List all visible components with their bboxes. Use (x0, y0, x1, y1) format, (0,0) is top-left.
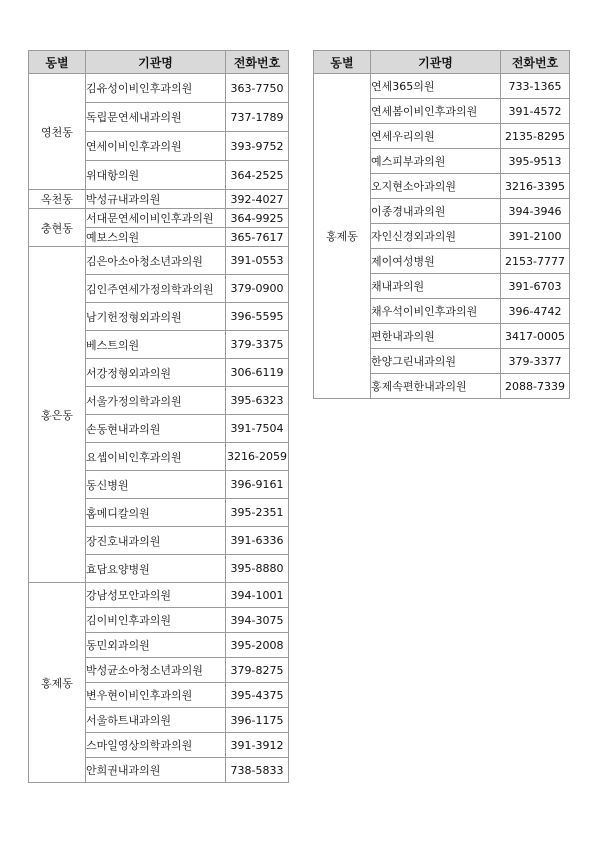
phone-number: 2153-7777 (501, 249, 570, 274)
phone-number: 393-9752 (226, 132, 289, 161)
institution-name: 손동현내과의원 (86, 415, 226, 443)
dong-cell: 홍제동 (29, 583, 86, 783)
institution-name: 김이비인후과의원 (86, 608, 226, 633)
institution-name: 요셉이비인후과의원 (86, 443, 226, 471)
phone-number: 394-3946 (501, 199, 570, 224)
institution-name: 장진호내과의원 (86, 527, 226, 555)
dong-cell: 홍은동 (29, 247, 86, 583)
directory-table-right (313, 50, 570, 399)
phone-number: 395-2351 (226, 499, 289, 527)
phone-number: 379-3375 (226, 331, 289, 359)
institution-name: 서울하트내과의원 (86, 708, 226, 733)
phone-number: 3417-0005 (501, 324, 570, 349)
phone-number: 391-4572 (501, 99, 570, 124)
institution-name: 자인신경외과의원 (371, 224, 501, 249)
phone-number: 395-2008 (226, 633, 289, 658)
header-row (314, 51, 570, 74)
institution-name: 예스피부과의원 (371, 149, 501, 174)
institution-name: 연세365의원 (371, 74, 501, 99)
table-row (29, 190, 289, 209)
phone-number: 391-0553 (226, 247, 289, 275)
phone-number: 364-2525 (226, 161, 289, 190)
phone-number: 395-4375 (226, 683, 289, 708)
phone-number: 379-3377 (501, 349, 570, 374)
institution-name: 박성균소아청소년과의원 (86, 658, 226, 683)
phone-number: 737-1789 (226, 103, 289, 132)
institution-name: 서강정형외과의원 (86, 359, 226, 387)
phone-number: 396-1175 (226, 708, 289, 733)
header-row (29, 51, 289, 74)
institution-name: 한양그린내과의원 (371, 349, 501, 374)
phone-number: 363-7750 (226, 74, 289, 103)
institution-name: 이종경내과의원 (371, 199, 501, 224)
institution-name: 연세이비인후과의원 (86, 132, 226, 161)
table-row (29, 247, 289, 275)
institution-name: 안희권내과의원 (86, 758, 226, 783)
table-row (314, 74, 570, 99)
table-row (29, 583, 289, 608)
phone-number: 395-8880 (226, 555, 289, 583)
institution-name: 독립문연세내과의원 (86, 103, 226, 132)
phone-number: 392-4027 (226, 190, 289, 209)
institution-name: 동민외과의원 (86, 633, 226, 658)
dong-cell: 홍제동 (314, 74, 371, 399)
phone-number: 391-6336 (226, 527, 289, 555)
header-phone: 전화번호 (501, 51, 570, 74)
dong-cell: 충현동 (29, 209, 86, 247)
phone-number: 738-5833 (226, 758, 289, 783)
institution-name: 강남성모안과의원 (86, 583, 226, 608)
phone-number: 391-3912 (226, 733, 289, 758)
phone-number: 391-6703 (501, 274, 570, 299)
header-phone: 전화번호 (226, 51, 289, 74)
institution-name: 효담요양병원 (86, 555, 226, 583)
phone-number: 733-1365 (501, 74, 570, 99)
table-row (29, 74, 289, 103)
phone-number: 3216-2059 (226, 443, 289, 471)
phone-number: 364-9925 (226, 209, 289, 228)
institution-name: 제이여성병원 (371, 249, 501, 274)
phone-number: 396-9161 (226, 471, 289, 499)
phone-number: 2135-8295 (501, 124, 570, 149)
institution-name: 채우석이비인후과의원 (371, 299, 501, 324)
institution-name: 연세봄이비인후과의원 (371, 99, 501, 124)
phone-number: 306-6119 (226, 359, 289, 387)
institution-name: 변우현이비인후과의원 (86, 683, 226, 708)
dong-cell: 옥천동 (29, 190, 86, 209)
directory-table-left (28, 50, 289, 783)
phone-number: 395-9513 (501, 149, 570, 174)
institution-name: 김유성이비인후과의원 (86, 74, 226, 103)
institution-name: 서대문연세이비인후과의원 (86, 209, 226, 228)
phone-number: 395-6323 (226, 387, 289, 415)
phone-number: 379-0900 (226, 275, 289, 303)
phone-number: 391-7504 (226, 415, 289, 443)
header-institution: 기관명 (371, 51, 501, 74)
institution-name: 남기헌정형외과의원 (86, 303, 226, 331)
phone-number: 394-3075 (226, 608, 289, 633)
institution-name: 채내과의원 (371, 274, 501, 299)
institution-name: 예보스의원 (86, 228, 226, 247)
institution-name: 홍제속편한내과의원 (371, 374, 501, 399)
institution-name: 서울가정의학과의원 (86, 387, 226, 415)
institution-name: 편한내과의원 (371, 324, 501, 349)
phone-number: 391-2100 (501, 224, 570, 249)
institution-name: 홈메디칼의원 (86, 499, 226, 527)
header-dong: 동별 (29, 51, 86, 74)
institution-name: 동신병원 (86, 471, 226, 499)
institution-name: 위대항의원 (86, 161, 226, 190)
phone-number: 2088-7339 (501, 374, 570, 399)
institution-name: 김은아소아청소년과의원 (86, 247, 226, 275)
header-institution: 기관명 (86, 51, 226, 74)
institution-name: 김인주연세가정의학과의원 (86, 275, 226, 303)
phone-number: 394-1001 (226, 583, 289, 608)
institution-name: 스마일영상의학과의원 (86, 733, 226, 758)
phone-number: 396-4742 (501, 299, 570, 324)
phone-number: 365-7617 (226, 228, 289, 247)
phone-number: 379-8275 (226, 658, 289, 683)
institution-name: 연세우리의원 (371, 124, 501, 149)
dong-cell: 영천동 (29, 74, 86, 190)
institution-name: 베스트의원 (86, 331, 226, 359)
phone-number: 3216-3395 (501, 174, 570, 199)
institution-name: 오지현소아과의원 (371, 174, 501, 199)
table-row (29, 209, 289, 228)
institution-name: 박성규내과의원 (86, 190, 226, 209)
header-dong: 동별 (314, 51, 371, 74)
phone-number: 396-5595 (226, 303, 289, 331)
